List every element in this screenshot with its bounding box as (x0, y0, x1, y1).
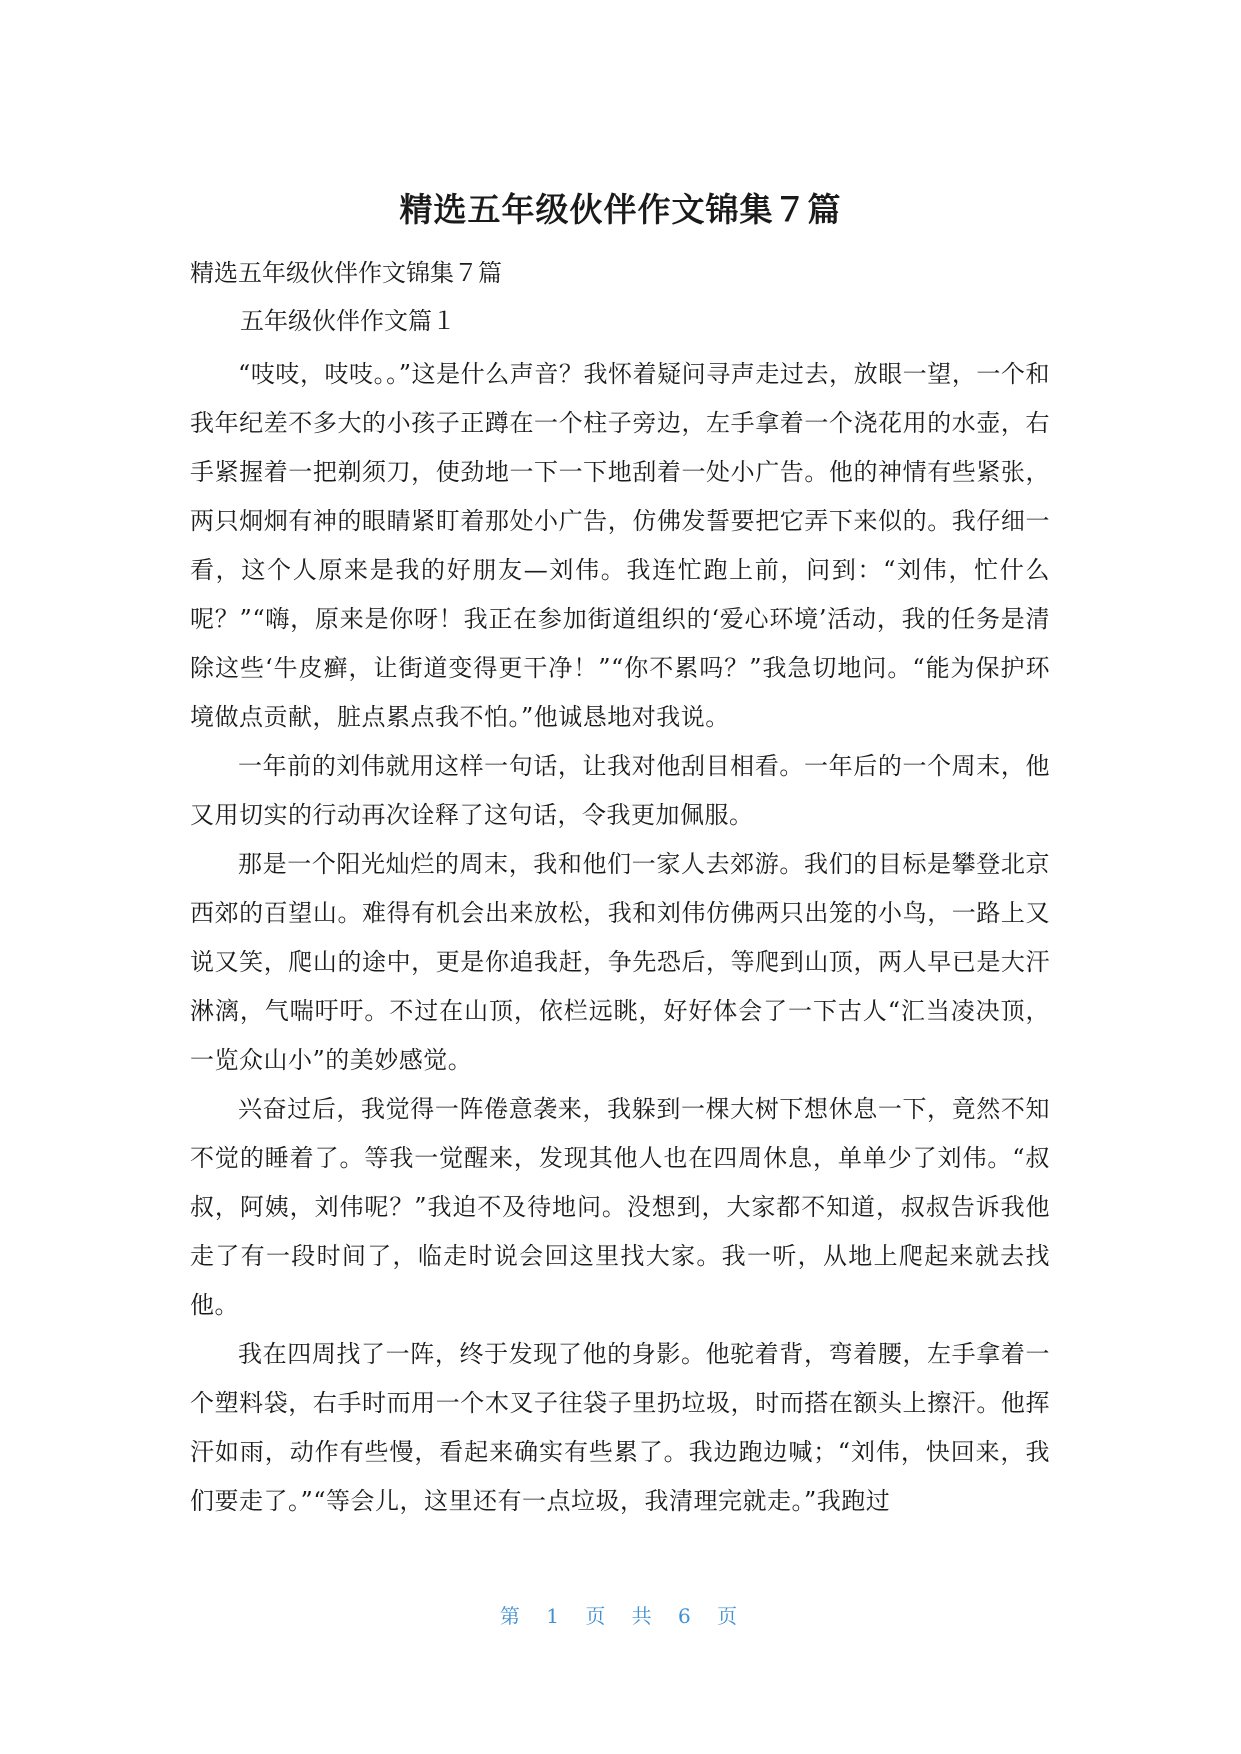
paragraph-3: 那是一个阳光灿烂的周末，我和他们一家人去郊游。我们的目标是攀登北京西郊的百望山。难得有机会出来放松，我和刘伟仿佛两只出笼的小鸟，一路上又说又笑，爬山的途中，更是你追我赶，争先恐后，等爬到山顶，两人早已是大汗淋漓，气喘吁吁。不过在山顶，依栏远眺，好好体会了一下古人“汇当凌决顶，一览众山小”的美妙感觉。 (190, 850, 1050, 1074)
article-body (190, 350, 1050, 1526)
document-subtitle: 精选五年级伙伴作文锦集７篇 (190, 259, 502, 287)
paragraph-2: 一年前的刘伟就用这样一句话，让我对他刮目相看。一年后的一个周末，他又用切实的行动再次诠释了这句话，令我更加佩服。 (190, 752, 1050, 829)
paragraph-4: 兴奋过后，我觉得一阵倦意袭来，我躲到一棵大树下想休息一下，竟然不知不觉的睡着了。等我一觉醒来，发现其他人也在四周休息，单单少了刘伟。“叔叔，阿姨，刘伟呢？”我迫不及待地问。没想到，大家都不知道，叔叔告诉我他走了有一段时间了，临走时说会回这里找大家。我一听，从地上爬起来就去找他。 (190, 1095, 1050, 1319)
paragraph-1: “吱吱，吱吱。。”这是什么声音？我怀着疑问寻声走过去，放眼一望，一个和我年纪差不多大的小孩子正蹲在一个柱子旁边，左手拿着一个浇花用的水壶，右手紧握着一把剃须刀，使劲地一下一下地刮着一处小广告。他的神情有些紧张，两只炯炯有神的眼睛紧盯着那处小广告，仿佛发誓要把它弄下来似的。我仔细一看，这个人原来是我的好朋友—刘伟。我连忙跑上前，问到：“刘伟，忙什么呢？”“嗨，原来是你呀！我正在参加街道组织的‘爱心环境’活动，我的任务是清除这些‘牛皮癣，让街道变得更干净！”“你不累吗？”我急切地问。“能为保护环境做点贡献，脏点累点我不怕。”他诚恳地对我说。 (190, 360, 1050, 731)
page-number-footer: 第 1 页 共 6 页 (499, 1604, 742, 1628)
section-heading: 五年级伙伴作文篇１ (240, 307, 456, 335)
paragraph-5: 我在四周找了一阵，终于发现了他的身影。他驼着背，弯着腰，左手拿着一个塑料袋，右手时而用一个木叉子往袋子里扔垃圾，时而搭在额头上擦汗。他挥汗如雨，动作有些慢，看起来确实有些累了。我边跑边喊；“刘伟，快回来，我们要走了。”“等会儿，这里还有一点垃圾，我清理完就走。”我跑过 (190, 1340, 1050, 1515)
page-title: 精选五年级伙伴作文锦集７篇 (399, 190, 842, 229)
